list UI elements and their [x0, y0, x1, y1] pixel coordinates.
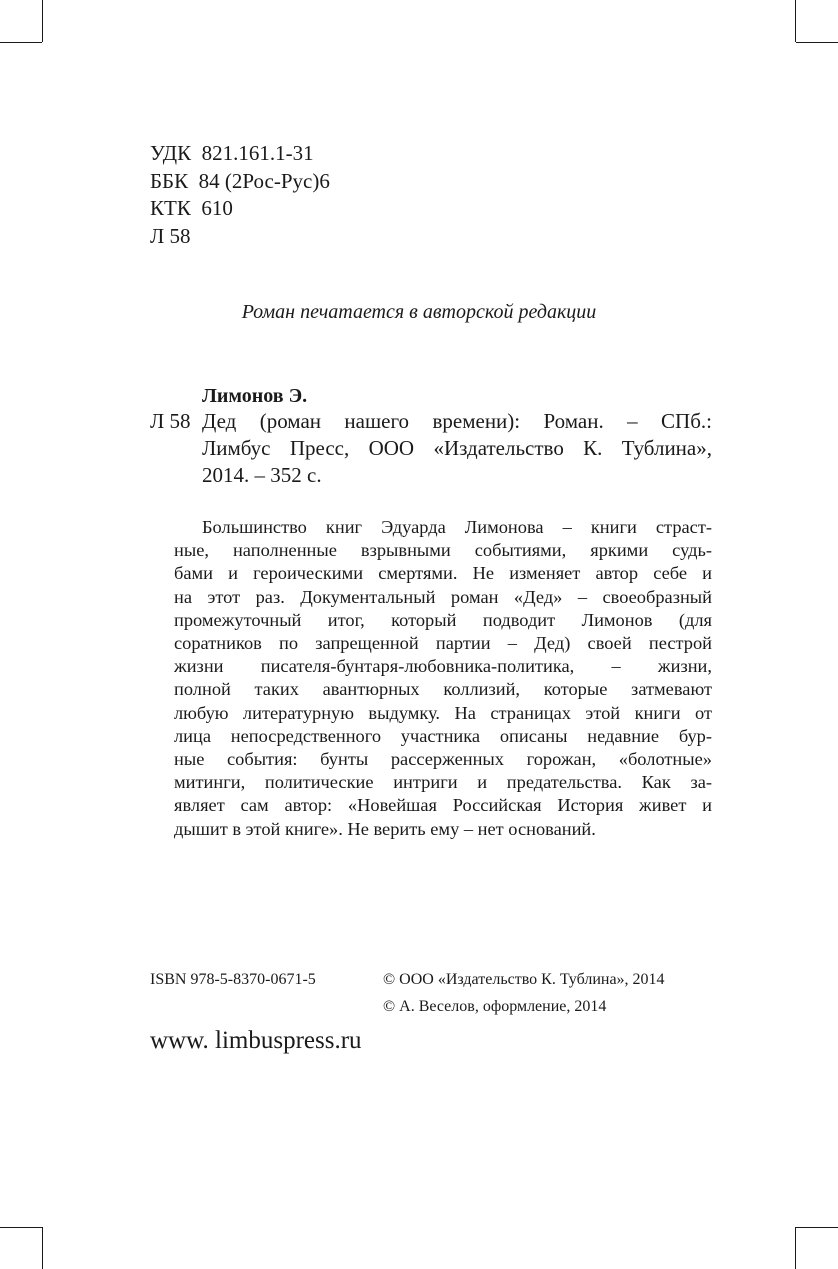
crop-mark-bottom-right [795, 1227, 796, 1269]
abstract-line: Большинство книг Эдуарда Лимонова – книги страст- [202, 517, 712, 537]
crop-mark-bottom-left [42, 1227, 43, 1269]
code-udk: УДК 821.161.1-31 [150, 141, 314, 165]
crop-mark-bottom-left [0, 1227, 42, 1228]
crop-mark-top-right [795, 0, 796, 42]
editorial-note: Роман печатается в авторской редакции [241, 301, 597, 323]
abstract-line: лица непосредственного участника описаны недавние бур- [174, 725, 712, 746]
bib-line: Лимбус Пресс, ООО «Издательство К. Тублина», [202, 436, 712, 460]
abstract-line: дышит в этой книге». Не верить ему – нет оснований. [174, 818, 596, 839]
bibliographic-record [150, 408, 712, 489]
abstract-line: соратников по запрещенной партии – Дед) своей пестрой [174, 633, 712, 654]
abstract-line: любую литературную выдумку. На страницах этой книги от [174, 702, 712, 723]
crop-mark-top-left [0, 42, 42, 43]
code-ktk: КТК 610 [150, 196, 233, 220]
abstract-line: бами и героическими смертями. Не изменяет автор себе и [174, 563, 712, 584]
bib-line: 2014. – 352 с. [202, 463, 322, 487]
crop-mark-top-left [42, 0, 43, 42]
code-author-mark: Л 58 [150, 223, 191, 248]
book-abstract [174, 516, 712, 841]
abstract-line: ные события: бунты рассерженных горожан, «болотные» [174, 749, 712, 770]
author-name: Лимонов Э. [202, 385, 308, 407]
copyright-publisher: © ООО «Издательство К. Тублина», 2014 [383, 971, 665, 988]
code-bbk: ББК 84 (2Рос-Рус)6 [150, 168, 330, 193]
abstract-line: ные, наполненные взрывными событиями, яркими судь- [174, 540, 712, 561]
classification-codes [150, 140, 330, 250]
copyright-design: © А. Веселов, оформление, 2014 [383, 998, 607, 1015]
bib-line: Дед (роман нашего времени): Роман. – СПб.: [202, 409, 712, 433]
crop-mark-top-right [796, 42, 838, 43]
abstract-line: митинги, политические интриги и предательства. Как за- [174, 772, 712, 793]
abstract-line: полной таких авантюрных коллизий, которые затмевают [174, 679, 712, 700]
abstract-line: промежуточный итог, который подводит Лимонов (для [174, 609, 712, 630]
publisher-website[interactable]: www. limbuspress.ru [150, 1027, 362, 1054]
abstract-line: являет сам автор: «Новейшая Российская История живет и [174, 795, 712, 816]
abstract-line: жизни писателя-бунтаря-любовника-политика, – жизни, [174, 656, 712, 677]
crop-mark-bottom-right [796, 1227, 838, 1228]
bib-code: Л 58 [150, 409, 191, 433]
isbn: ISBN 978-5-8370-0671-5 [150, 971, 316, 988]
abstract-line: на этот раз. Документальный роман «Дед» – своеобразный [174, 586, 712, 607]
